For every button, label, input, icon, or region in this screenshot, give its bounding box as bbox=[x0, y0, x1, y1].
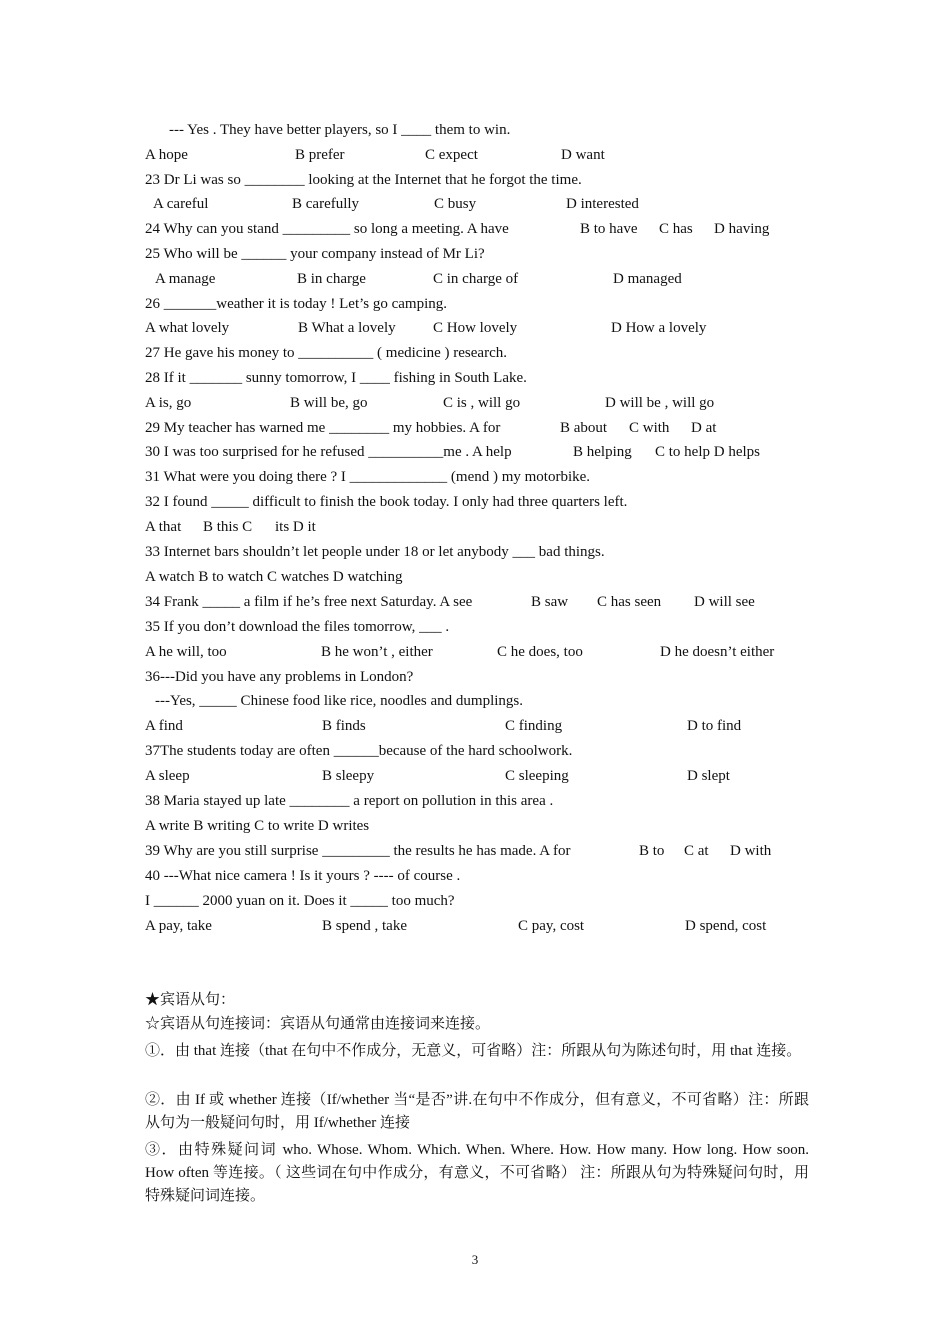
question-40: 40 ---What nice camera ! Is it yours ? ---- of course . bbox=[145, 868, 461, 884]
question-38-options: A write B writing C to write D writes bbox=[145, 818, 370, 834]
option-a: A hope bbox=[145, 147, 188, 163]
option-c: C with bbox=[629, 420, 670, 436]
grammar-point-2: ②．由 If 或 whether 连接（If/whether 当“是否”讲.在句中不作成分，但有意义，不可省略）注：所跟从句为一般疑问句时，用 If/whether 连接 bbox=[145, 1092, 809, 1131]
option-d: D with bbox=[730, 843, 772, 859]
option-c: C finding bbox=[505, 718, 563, 734]
option-d: D managed bbox=[613, 271, 682, 287]
option-b: B will be, go bbox=[290, 395, 368, 411]
option-a: A sleep bbox=[145, 768, 190, 784]
question-text: 39 Why are you still surprise _________ the results he has made. A for bbox=[145, 843, 571, 859]
option-a: A that bbox=[145, 519, 182, 535]
option-d: D at bbox=[691, 420, 717, 436]
question-38: 38 Maria stayed up late ________ a report on pollution in this area . bbox=[145, 793, 554, 809]
question-32: 32 I found _____ difficult to finish the book today. I only had three quarters left. bbox=[145, 494, 628, 510]
option-b: B prefer bbox=[295, 147, 345, 163]
option-c: C pay, cost bbox=[518, 918, 585, 934]
option-a: A what lovely bbox=[145, 320, 230, 336]
option-a: A is, go bbox=[145, 395, 192, 411]
option-c-d: C to help D helps bbox=[655, 444, 760, 460]
question-37: 37The students today are often ______because of the hard schoolwork. bbox=[145, 743, 573, 759]
option-b: B What a lovely bbox=[298, 320, 396, 336]
option-c-d: its D it bbox=[275, 519, 316, 535]
option-a: A pay, take bbox=[145, 918, 212, 934]
option-d: D will see bbox=[694, 594, 755, 610]
option-c: C sleeping bbox=[505, 768, 569, 784]
option-b: B finds bbox=[322, 718, 366, 734]
question-23: 23 Dr Li was so ________ looking at the Internet that he forgot the time. bbox=[145, 172, 582, 188]
question-text: 24 Why can you stand _________ so long a meeting. A have bbox=[145, 221, 509, 237]
grammar-point-3: ③．由特殊疑问词 who. Whose. Whom. Which. When. Where. How. How many. How long. How soon. How often 等连接。（ 这些词在句中作成分，有意义，不可省略） 注：所跟从句为特殊疑问句时，用特殊疑问词连接。 bbox=[145, 1142, 809, 1204]
option-b: B sleepy bbox=[322, 768, 375, 784]
option-a: A find bbox=[145, 718, 183, 734]
option-a: A careful bbox=[153, 196, 209, 212]
question-36-answer: ---Yes, _____ Chinese food like rice, noodles and dumplings. bbox=[155, 693, 524, 709]
question-text: 34 Frank _____ a film if he’s free next Saturday. A see bbox=[145, 594, 473, 610]
option-d: D spend, cost bbox=[685, 918, 767, 934]
option-b: B in charge bbox=[297, 271, 366, 287]
option-d: D he doesn’t either bbox=[660, 644, 775, 660]
question-26: 26 _______weather it is today ! Let’s go camping. bbox=[145, 296, 448, 312]
option-b: B saw bbox=[531, 594, 569, 610]
option-d: D How a lovely bbox=[611, 320, 707, 336]
option-d: D interested bbox=[566, 196, 639, 212]
question-36: 36---Did you have any problems in London? bbox=[145, 669, 414, 685]
option-c: C he does, too bbox=[497, 644, 583, 660]
question-31: 31 What were you doing there ? I _____________ (mend ) my motorbike. bbox=[145, 469, 591, 485]
question-28: 28 If it _______ sunny tomorrow, I ____ fishing in South Lake. bbox=[145, 370, 527, 386]
option-c: C in charge of bbox=[433, 271, 519, 287]
option-a: A he will, too bbox=[145, 644, 227, 660]
option-d: D will be , will go bbox=[605, 395, 715, 411]
question-40-line2: I ______ 2000 yuan on it. Does it _____ too much? bbox=[145, 893, 455, 909]
option-c: C has seen bbox=[597, 594, 662, 610]
question-25: 25 Who will be ______ your company instead of Mr Li? bbox=[145, 246, 485, 262]
option-a: A manage bbox=[155, 271, 216, 287]
option-c: C has bbox=[659, 221, 693, 237]
option-d: D slept bbox=[687, 768, 730, 784]
page-number: 3 bbox=[471, 1252, 479, 1267]
option-c: C busy bbox=[434, 196, 477, 212]
grammar-point-1: ①．由 that 连接（that 在句中不作成分，无意义，可省略）注：所跟从句为陈述句时，用 that 连接。 bbox=[145, 1043, 802, 1059]
option-b: B helping bbox=[573, 444, 632, 460]
option-b: B he won’t , either bbox=[321, 644, 433, 660]
question-text: 30 I was too surprised for he refused __________me . A help bbox=[145, 444, 512, 460]
grammar-heading: ★宾语从句： bbox=[145, 992, 236, 1008]
option-b: B spend , take bbox=[322, 918, 407, 934]
option-d: D having bbox=[714, 221, 770, 237]
option-c: C is , will go bbox=[443, 395, 521, 411]
option-c: C at bbox=[684, 843, 709, 859]
question-27: 27 He gave his money to __________ ( medicine ) research. bbox=[145, 345, 507, 361]
option-b: B to bbox=[639, 843, 665, 859]
option-c: C expect bbox=[425, 147, 478, 163]
option-d: D want bbox=[561, 147, 605, 163]
question-text: 29 My teacher has warned me ________ my hobbies. A for bbox=[145, 420, 501, 436]
option-c: C How lovely bbox=[433, 320, 518, 336]
question-35: 35 If you don’t download the files tomorrow, ___ . bbox=[145, 619, 450, 635]
option-b: B about bbox=[560, 420, 608, 436]
option-b: B to have bbox=[580, 221, 638, 237]
option-b: B this C bbox=[203, 519, 253, 535]
grammar-intro: ☆宾语从句连接词：宾语从句通常由连接词来连接。 bbox=[145, 1016, 491, 1032]
question-22-answer: --- Yes . They have better players, so I ____ them to win. bbox=[169, 122, 511, 138]
question-33-options: A watch B to watch C watches D watching bbox=[145, 569, 403, 585]
question-33: 33 Internet bars shouldn’t let people under 18 or let anybody ___ bad things. bbox=[145, 544, 605, 560]
option-d: D to find bbox=[687, 718, 742, 734]
option-b: B carefully bbox=[292, 196, 360, 212]
